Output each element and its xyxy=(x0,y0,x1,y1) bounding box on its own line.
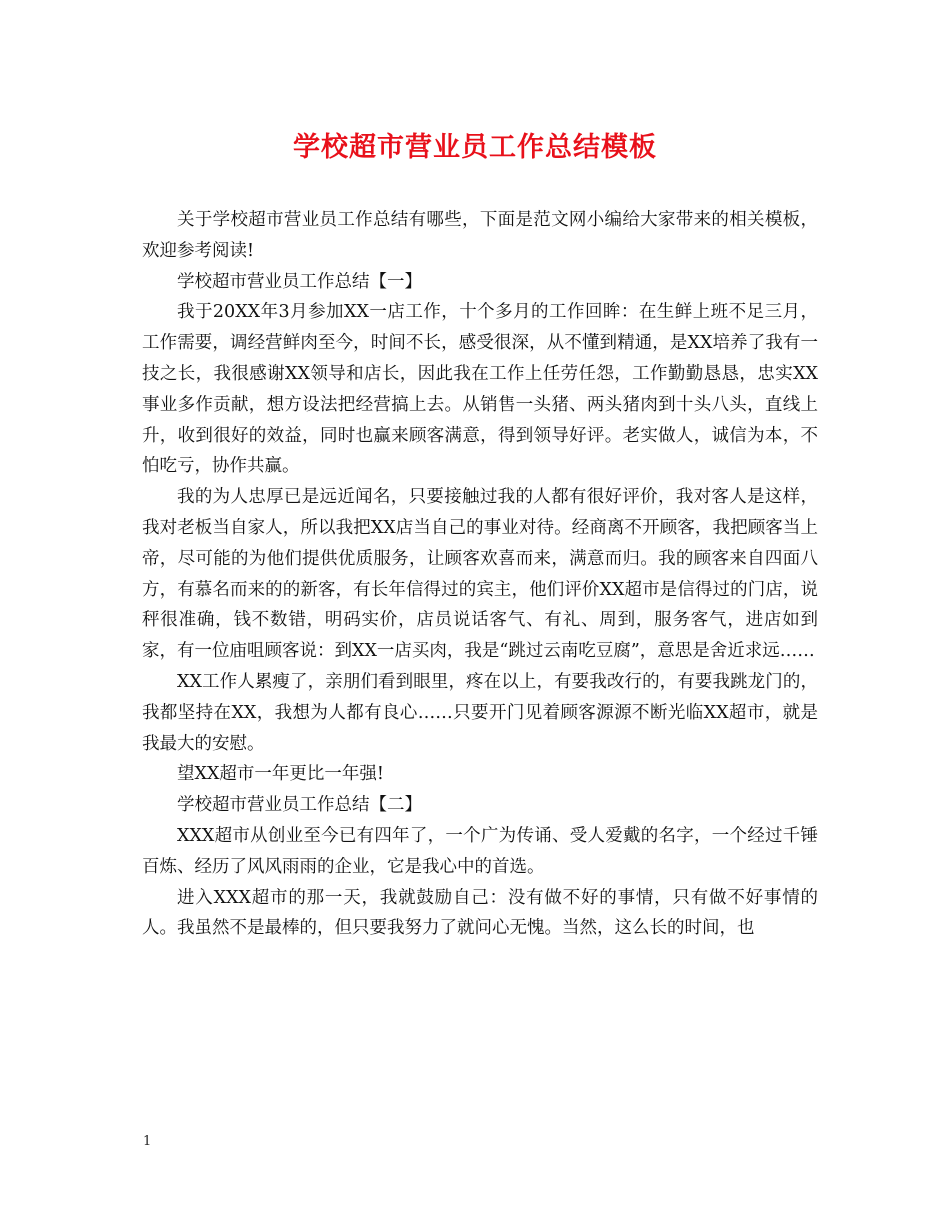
document-body xyxy=(142,205,818,944)
document-title: 学校超市营业员工作总结模板 xyxy=(293,132,657,163)
paragraph: XXX超市从创业至今已有四年了，一个广为传诵、受人爱戴的名字，一个经过千锤百炼、经历了风风雨雨的企业，它是我心中的首选。 xyxy=(142,825,818,877)
section-heading-2: 学校超市营业员工作总结【二】 xyxy=(177,795,422,816)
section-heading-1: 学校超市营业员工作总结【一】 xyxy=(177,271,422,292)
page-number: 1 xyxy=(143,1134,152,1149)
paragraph: 望XX超市一年更比一年强! xyxy=(177,764,384,785)
paragraph-intro: 关于学校超市营业员工作总结有哪些，下面是范文网小编给大家带来的相关模板，欢迎参考阅读! xyxy=(142,210,818,261)
paragraph: XX工作人累瘦了，亲朋们看到眼里，疼在以上，有要我改行的，有要我跳龙门的，我都坚持在XX，我想为人都有良心……只要开门见着顾客源源不断光临XX超市，就是我最大的安慰。 xyxy=(142,671,818,754)
paragraph: 进入XXX超市的那一天，我就鼓励自己：没有做不好的事情，只有做不好事情的人。我虽然不是最棒的，但只要我努力了就问心无愧。当然，这么长的时间，也 xyxy=(142,887,818,939)
paragraph: 我的为人忠厚已是远近闻名，只要接触过我的人都有很好评价，我对客人是这样，我对老板当自家人，所以我把XX店当自己的事业对待。经商离不开顾客，我把顾客当上帝，尽可能的为他们提供优质服务，让顾客欢喜而来，满意而归。我的顾客来自四面八方，有慕名而来的的新客，有长年信得过的宾主，他们评价XX超市是信得过的门店，说秤很准确，钱不数错，明码实价，店员说话客气、有礼、周到，服务客气，进店如到家，有一位庙咀顾客说：到XX一店买肉，我是“跳过云南吃豆腐”，意思是舍近求远…… xyxy=(142,487,818,662)
paragraph: 我于20XX年3月参加XX一店工作，十个多月的工作回眸：在生鲜上班不足三月，工作需要，调经营鲜肉至今，时间不长，感受很深，从不懂到精通，是XX培养了我有一技之长，我很感谢XX领导和店长，因此我在工作上任劳任怨，工作勤勤恳恳，忠实XX事业多作贡献，想方设法把经营搞上去。从销售一头猪、两头猪肉到十头八头，直线上升，收到很好的效益，同时也赢来顾客满意，得到领导好评。老实做人，诚信为本，不怕吃亏，协作共赢。 xyxy=(142,302,818,477)
